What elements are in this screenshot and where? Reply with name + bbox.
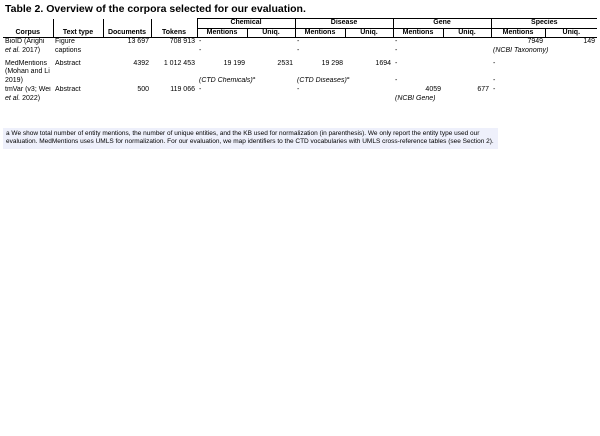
cell-corpus: tmVar (v3; Wei et al. 2022) xyxy=(5,86,51,102)
cell-gene-mentions: - xyxy=(395,59,398,67)
cell-tokens: 708 913 xyxy=(169,38,195,46)
table-row xyxy=(3,86,597,95)
cell-chemical-mentions: - xyxy=(199,86,202,94)
header-disease-mentions: Mentions xyxy=(295,28,345,38)
cell-species-kb: (NCBI Taxonomy) xyxy=(493,46,549,54)
cell-tokens: 1 012 453 xyxy=(163,59,195,67)
cell-disease-kb xyxy=(295,95,393,104)
cell-gene-uniq: 677 xyxy=(477,86,490,94)
cell-documents: 4392 xyxy=(133,59,149,67)
cell-chemical-uniq xyxy=(247,38,295,47)
cell-text-type: Figure captions xyxy=(55,38,82,54)
cell-text-type: Abstract xyxy=(55,86,81,94)
cell-species-uniq: 149 xyxy=(583,38,596,46)
cell-gene-mentions: - xyxy=(395,38,398,46)
cell-species-uniq xyxy=(545,60,597,69)
header-corpus: Corpus xyxy=(3,19,53,38)
header-species-mentions: Mentions xyxy=(491,28,545,38)
cell-corpus: MedMentions (Mohan and Li 2019) xyxy=(5,59,50,84)
header-text-type: Text type xyxy=(53,19,103,38)
cell-corpus: BioID (Arighi et al. 2017) xyxy=(5,38,45,54)
cell-chemical-mentions: 19 199 xyxy=(223,59,245,67)
cell-chemical-kb: (CTD Chemicals)$^a$ xyxy=(199,77,256,85)
cell-disease-uniq xyxy=(345,38,393,47)
cell-disease-uniq xyxy=(345,86,393,95)
header-group-disease: Disease xyxy=(295,19,393,29)
cell-documents: 13 697 xyxy=(127,38,149,46)
header-group-species: Species xyxy=(491,19,597,29)
header-chemical-uniq: Uniq. xyxy=(247,28,295,38)
cell-chemical-kb: - xyxy=(199,46,202,54)
header-group-chemical: Chemical xyxy=(197,19,295,29)
cell-disease-kb: - xyxy=(297,46,300,54)
cell-gene-kb: - xyxy=(395,77,398,85)
cell-species-mentions: - xyxy=(493,86,496,94)
cell-species-mentions: - xyxy=(493,59,496,67)
header-species-uniq: Uniq. xyxy=(545,28,597,38)
cell-disease-mentions: 19 298 xyxy=(321,59,343,67)
header-gene-mentions: Mentions xyxy=(393,28,443,38)
cell-species-mentions: 7949 xyxy=(527,38,544,46)
corpora-table xyxy=(3,18,597,104)
cell-chemical-mentions: - xyxy=(199,38,202,46)
cell-species-kb: - xyxy=(493,77,496,85)
cell-gene-kb: (NCBI Gene) xyxy=(395,94,436,102)
cell-gene-uniq xyxy=(443,60,491,69)
table-row xyxy=(3,38,597,47)
cell-gene-mentions: 4059 xyxy=(425,86,441,94)
cell-chemical-uniq xyxy=(247,86,295,95)
cell-tokens: 119 066 xyxy=(170,86,195,94)
cell-chemical-kb xyxy=(197,95,295,104)
header-disease-uniq: Uniq. xyxy=(345,28,393,38)
cell-text-type: Abstract xyxy=(55,59,81,67)
cell-disease-kb: (CTD Diseases)$^a$ xyxy=(297,77,350,85)
table-caption: Table 2. Overview of the corpora selected for our evaluation. xyxy=(5,3,306,15)
cell-gene-uniq xyxy=(443,38,491,47)
cell-disease-mentions: - xyxy=(297,86,300,94)
header-gene-uniq: Uniq. xyxy=(443,28,491,38)
cell-disease-uniq: 1694 xyxy=(375,59,391,67)
table-footnote: a We show total number of entity mentions, the number of unique entities, and the KB used for normalization (in parenthesis). We only report the entity type used our evaluation. MedMentions uses UMLS for normalization. For our evaluation, we map identifiers to the CTD vocabularies with UMLS cross-reference tables (see Section 2). xyxy=(3,128,498,149)
header-tokens: Tokens xyxy=(151,19,197,38)
cell-chemical-uniq: 2531 xyxy=(277,59,293,67)
table-row xyxy=(3,60,597,69)
header-row-groups xyxy=(3,19,597,29)
cell-gene-kb: - xyxy=(395,46,398,54)
cell-documents: 500 xyxy=(137,86,149,94)
header-group-gene: Gene xyxy=(393,19,491,29)
cell-species-uniq xyxy=(545,86,597,95)
header-chemical-mentions: Mentions xyxy=(197,28,247,38)
header-documents: Documents xyxy=(103,19,151,38)
cell-disease-mentions: - xyxy=(297,38,300,46)
cell-species-kb xyxy=(491,95,597,104)
